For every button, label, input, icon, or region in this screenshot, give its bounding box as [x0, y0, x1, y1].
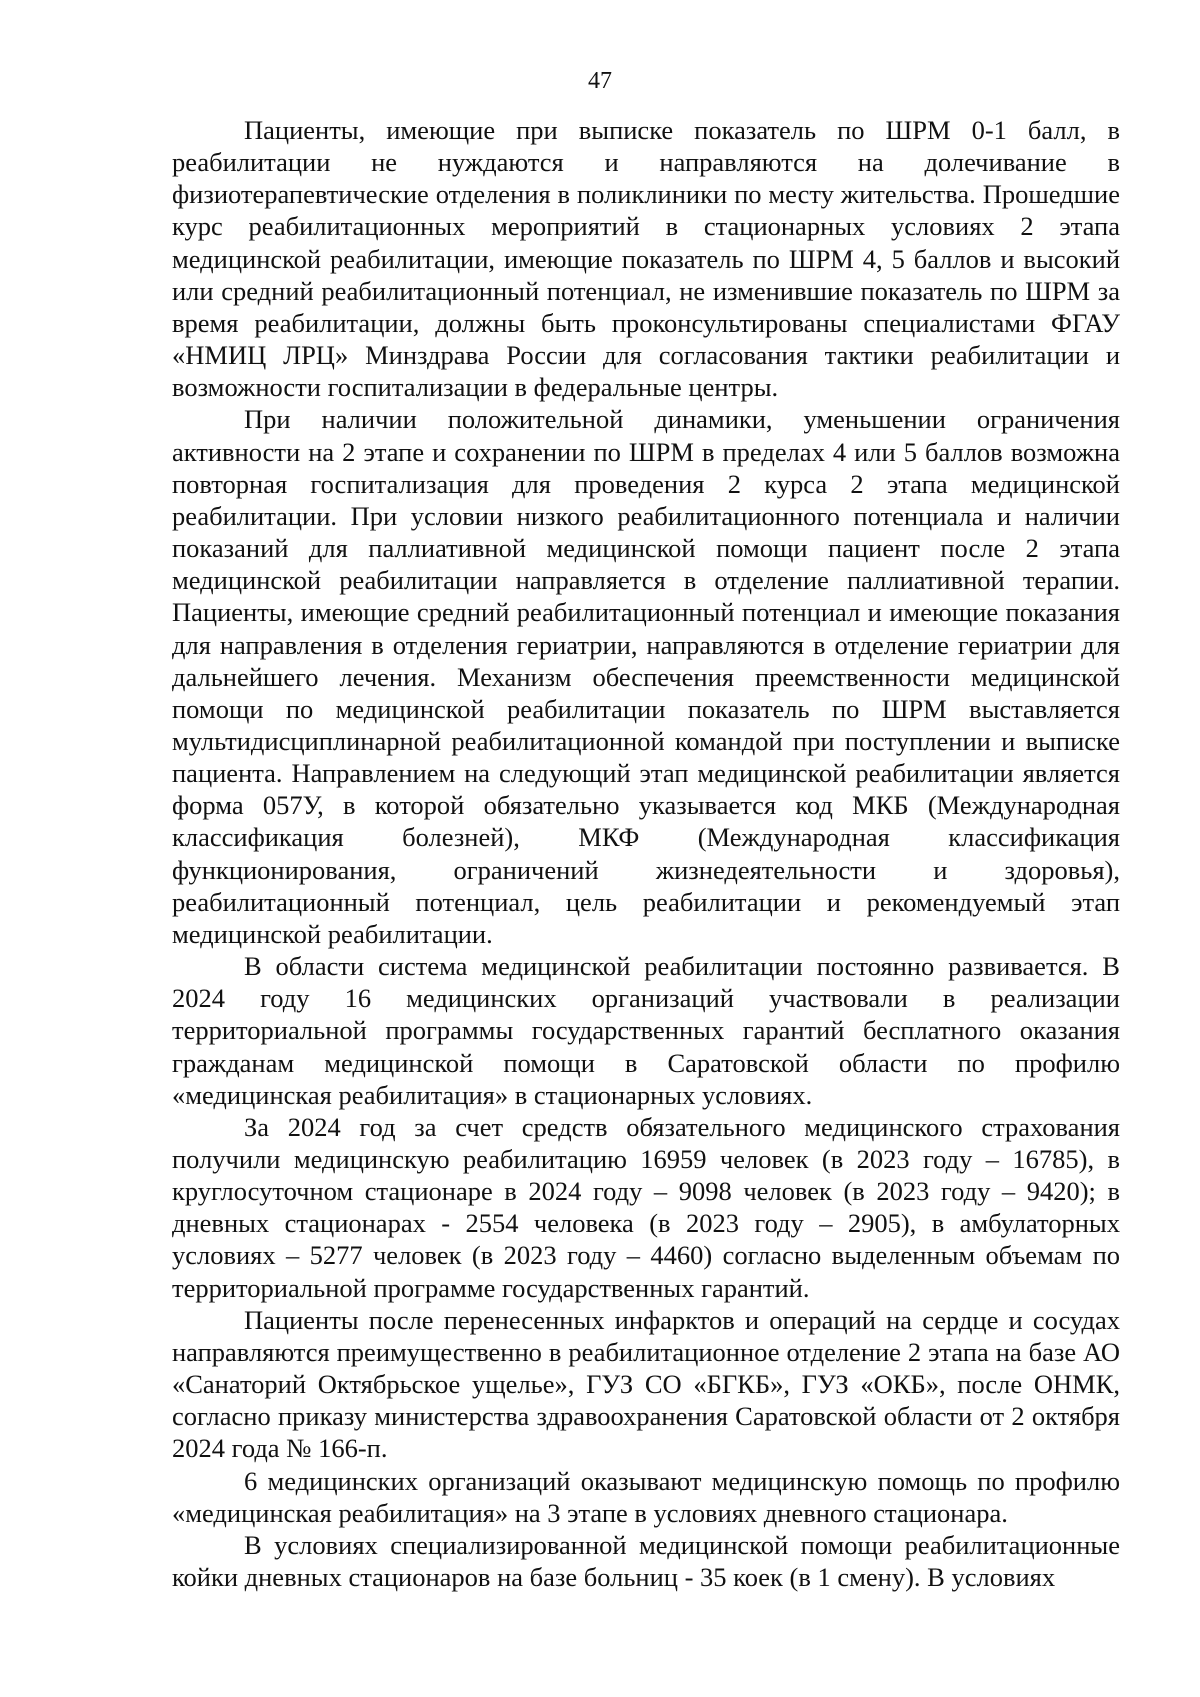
document-body [172, 114, 1120, 1593]
paragraph: В условиях специализированной медицинской помощи реабилитационные койки дневных стационаров на базе больниц - 35 коек (в 1 смену). В условиях [172, 1529, 1120, 1593]
paragraph: При наличии положительной динамики, уменьшении ограничения активности на 2 этапе и сохранении по ШРМ в пределах 4 или 5 баллов возможна повторная госпитализация для проведения 2 курса 2 этапа медицинской реабилитации. При условии низкого реабилитационного потенциала и наличии показаний для паллиативной медицинской помощи пациент после 2 этапа медицинской реабилитации направляется в отделение паллиативной терапии. Пациенты, имеющие средний реабилитационный потенциал и имеющие показания для направления в отделения гериатрии, направляются в отделение гериатрии для дальнейшего лечения. Механизм обеспечения преемственности медицинской помощи по медицинской реабилитации показатель по ШРМ выставляется мультидисциплинарной реабилитационной командой при поступлении и выписке пациента. Направлением на следующий этап медицинской реабилитации является форма 057У, в которой обязательно указывается код МКБ (Международная классификация болезней), МКФ (Международная классификация функционирования, ограничений жизнедеятельности и здоровья), реабилитационный потенциал, цель реабилитации и рекомендуемый этап медицинской реабилитации. [172, 404, 1120, 949]
paragraph: За 2024 год за счет средств обязательного медицинского страхования получили медицинскую реабилитацию 16959 человек (в 2023 году – 16785), в круглосуточном стационаре в 2024 году – 9098 человек (в 2023 году – 9420); в дневных стационарах - 2554 человека (в 2023 году – 2905), в амбулаторных условиях – 5277 человек (в 2023 году – 4460) согласно выделенным объемам по территориальной программе государственных гарантий. [172, 1111, 1120, 1303]
page-number: 47 [588, 68, 612, 94]
paragraph: Пациенты, имеющие при выписке показатель по ШРМ 0-1 балл, в реабилитации не нуждаются и направляются на долечивание в физиотерапевтические отделения в поликлиники по месту жительства. Прошедшие курс реабилитационных мероприятий в стационарных условиях 2 этапа медицинской реабилитации, имеющие показатель по ШРМ 4, 5 баллов и высокий или средний реабилитационный потенциал, не изменившие показатель по ШРМ за время реабилитации, должны быть проконсультированы специалистами ФГАУ «НМИЦ ЛРЦ» Минздрава России для согласования тактики реабилитации и возможности госпитализации в федеральные центры. [172, 115, 1120, 403]
paragraph: 6 медицинских организаций оказывают медицинскую помощь по профилю «медицинская реабилитация» на 3 этапе в условиях дневного стационара. [172, 1465, 1120, 1528]
paragraph: В области система медицинской реабилитации постоянно развивается. В 2024 году 16 медицинских организаций участвовали в реализации территориальной программы государственных гарантий бесплатного оказания гражданам медицинской помощи в Саратовской области по профилю «медицинская реабилитация» в стационарных условиях. [172, 951, 1120, 1110]
paragraph: Пациенты после перенесенных инфарктов и операций на сердце и сосудах направляются преимущественно в реабилитационное отделение 2 этапа на базе АО «Санаторий Октябрьское ущелье», ГУЗ СО «БГКБ», ГУЗ «ОКБ», после ОНМК, согласно приказу министерства здравоохранения Саратовской области от 2 октября 2024 года № 166-п. [172, 1304, 1120, 1464]
